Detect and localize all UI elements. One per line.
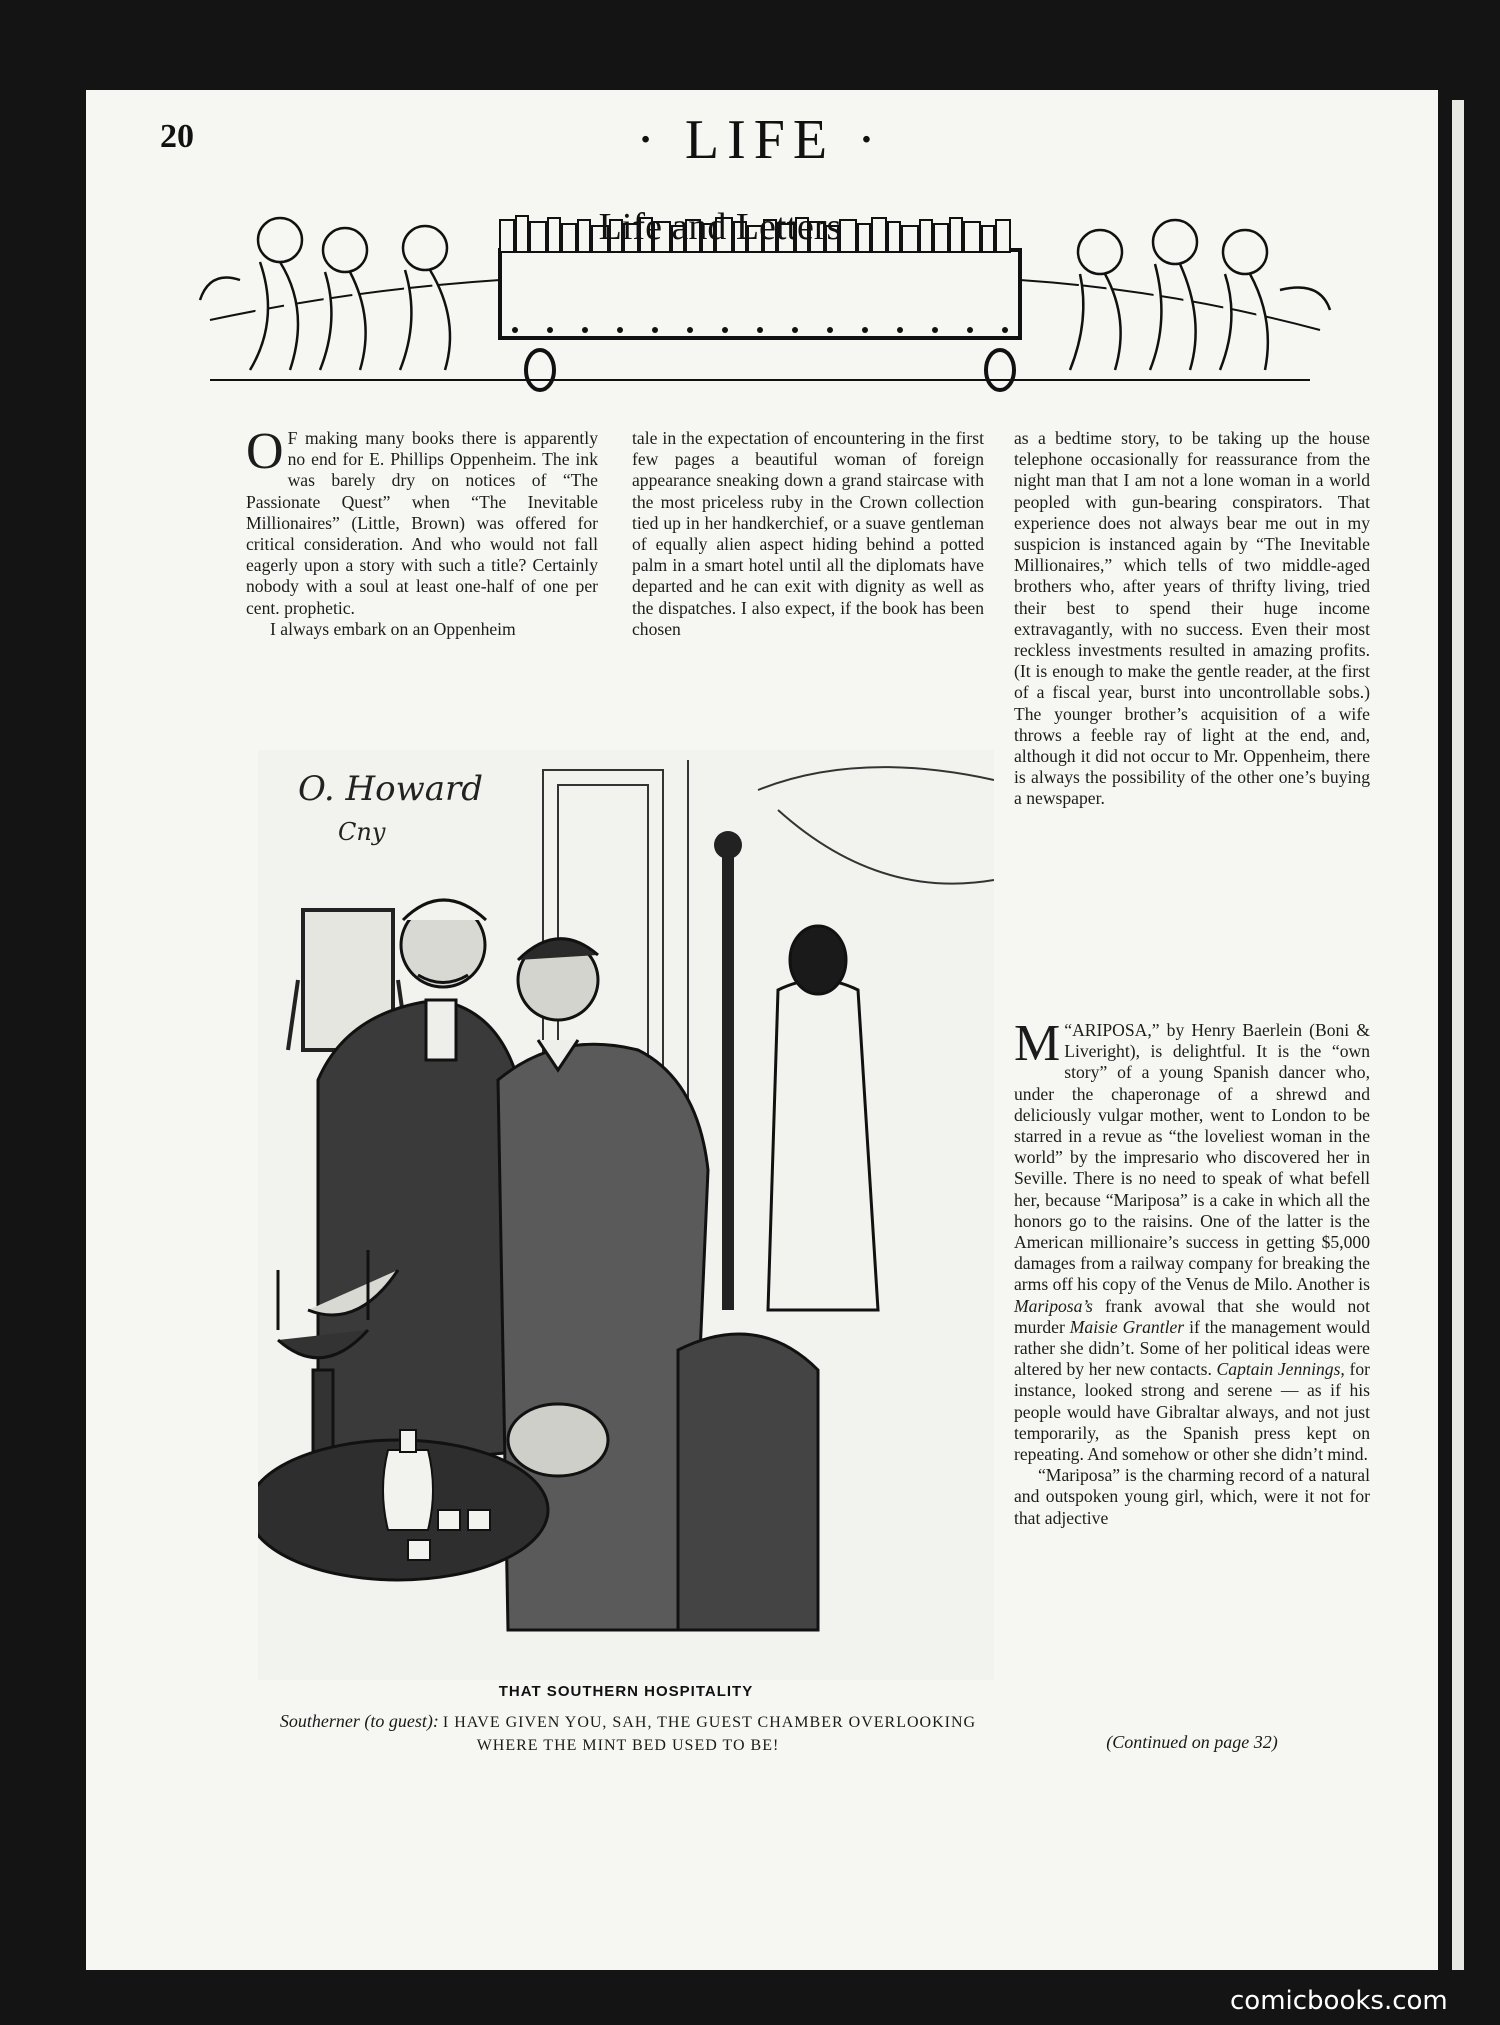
- cherubs-right: [1070, 220, 1330, 370]
- cherubs-left: [200, 218, 450, 370]
- article-column-2: [632, 428, 984, 640]
- next-page-edge: [1452, 100, 1464, 1970]
- article-paragraph: tale in the expectation of encountering in the first few pages a beautiful woman of foreign appearance sneaking down a grand staircase with the most priceless ruby in the Crown collection tied up in her handkerchief, or a suave gentleman of equally alien aspect hiding behind a potted palm in a smart hotel until all the diplomats have departed and he can exit with dignity as well as the dispatches. I also expect, if the book has been chosen: [632, 428, 984, 639]
- article-column-3-mariposa: [1014, 1015, 1370, 1529]
- article-paragraph: as a bedtime story, to be taking up the house telephone occasionally for reassurance from the night man that I am not a lone woman in a world peopled with gun-bearing conspirators. That experience does not always bear me out in my suspicion is instanced again by “The Inevitable Millionaires,” which tells of two middle-aged brothers who, after years of thrifty living, tried their best to spend their huge income extravagantly, with no success. Even their most reckless investments resulted in amazing profits. (It is enough to make the gentle reader, at the first of a fiscal year, burst into uncontrollable sobs.) The younger brother’s acquisition of a wife throws a feeble ray of light at the end, and, although it did not occur to Mr. Oppenheim, there is always the possibility of the other one’s buying a newspaper.: [1014, 428, 1370, 809]
- artist-signature-sub: Cny: [338, 818, 386, 846]
- drop-cap: O: [246, 423, 284, 480]
- illustration-caption-title: THAT SOUTHERN HOSPITALITY: [498, 1683, 754, 1700]
- article-column-1: [246, 423, 598, 640]
- section-title: Life and Letters: [598, 206, 842, 248]
- article-column-3: [1014, 428, 1370, 810]
- cartoon-illustration: [258, 750, 994, 1680]
- illustration-caption: Southerner (to guest): I HAVE GIVEN YOU, SAH, THE GUEST CHAMBER OVERLOOKING WHERE THE MINT BED USED TO BE!: [279, 1711, 977, 1754]
- cart-wheels: [526, 350, 1014, 390]
- article-paragraph: I always embark on an Oppenheim: [270, 618, 516, 639]
- artist-signature: O. Howard: [298, 769, 484, 809]
- article-paragraph: “ M ARIPOSA,” by Henry Baerlein (Boni & Liveright), is delightful. It is the “own story” of a young Spanish dancer who, under the chaperonage of a shrewd and deliciously vulgar mother, went to London to be starred in a revue as “the loveliest woman in the world” by the impresario who discovered her in Seville. There is no need to speak of what befell her, because “Mariposa” is a cake in which all the honors go to the raisins. One of the latter is the American millionaire’s success in getting $5,000 damages from a railway company for breaking the arms off his copy of the Venus de Milo. Another is Mariposa’s frank avowal that she would not murder Maisie Grantler if the management would rather she didn’t. Some of her political ideas were altered by her new contacts. Captain Jennings, for instance, looked strong and serene — as if his people would have Gibraltar always, and not just temporarily, as the Spanish press kept on repeating. And somehow or other she didn’t mind.: [1014, 1015, 1370, 1465]
- armchair: [678, 1334, 818, 1630]
- article-paragraph: O F making many books there is apparently no end for E. Phillips Oppenheim. The ink was barely dry on notices of “The Passionate Quest” when “The Inevitable Millionaires” (Little, Brown) was offered for critical consideration. And who would not fall eagerly upon a story with such a title? Certainly nobody with a soul at least one-half of one per cent. prophetic.: [246, 423, 598, 618]
- page-number: 20: [160, 118, 194, 155]
- drop-cap: M: [1014, 1015, 1061, 1072]
- article-paragraph: “Mariposa” is the charming record of a natural and outspoken young girl, which, were it not for that adjective: [1014, 1465, 1370, 1528]
- continued-notice: (Continued on page 32): [1106, 1732, 1278, 1752]
- masthead: · LIFE ·: [636, 109, 884, 171]
- site-watermark: comicbooks.com: [1230, 1986, 1448, 2016]
